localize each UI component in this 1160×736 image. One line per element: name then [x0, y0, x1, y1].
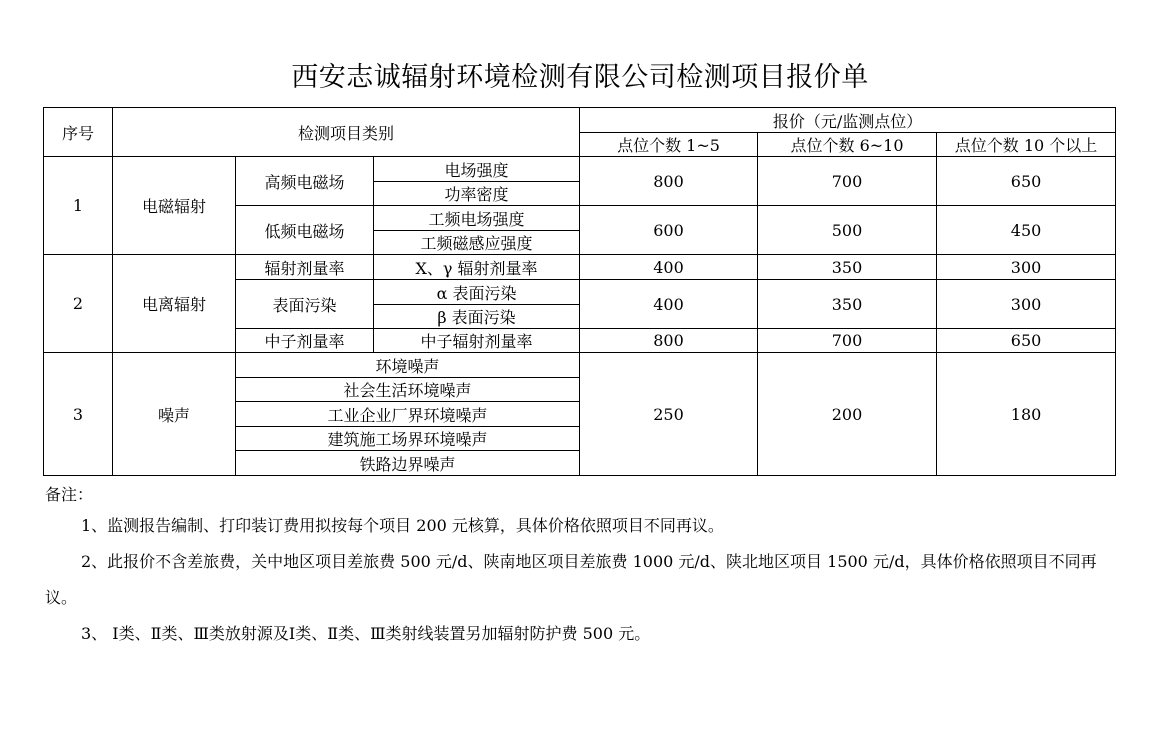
price-cell: 700: [758, 157, 937, 206]
price-cell: 600: [580, 206, 758, 255]
header-price: 报价（元/监测点位）: [580, 108, 1116, 133]
header-tier-1: 点位个数 1~5: [580, 133, 758, 157]
price-cell: 400: [580, 255, 758, 280]
header-category: 检测项目类别: [113, 108, 580, 157]
item-cell: β 表面污染: [374, 305, 580, 329]
seq-cell: 2: [44, 255, 113, 353]
item-cell: 社会生活环境噪声: [236, 378, 580, 402]
notes-label: 备注：: [45, 485, 94, 504]
header-tier-2: 点位个数 6~10: [758, 133, 937, 157]
price-cell: 500: [758, 206, 937, 255]
table-row: [44, 255, 1116, 280]
table-row: [44, 157, 1116, 182]
price-cell: 650: [937, 157, 1116, 206]
item-cell: 功率密度: [374, 182, 580, 206]
price-cell: 350: [758, 255, 937, 280]
item-cell: 工业企业厂界环境噪声: [236, 402, 580, 427]
note-item-3: 3、 Ⅰ类、Ⅱ类、Ⅲ类放射源及Ⅰ类、Ⅱ类、Ⅲ类射线装置另加辐射防护费 500 元。: [81, 624, 651, 643]
price-cell: 250: [580, 353, 758, 476]
item-cell: 建筑施工场界环境噪声: [236, 427, 580, 451]
table-header-row: [44, 108, 1116, 133]
price-table: [43, 107, 1116, 476]
price-cell: 450: [937, 206, 1116, 255]
category-cell: 噪声: [113, 353, 236, 476]
document-title: 西安志诚辐射环境检测有限公司检测项目报价单: [291, 62, 869, 93]
subcategory-cell: 辐射剂量率: [236, 255, 374, 280]
price-cell: 300: [937, 280, 1116, 329]
price-cell: 180: [937, 353, 1116, 476]
item-cell: 工频磁感应强度: [374, 231, 580, 255]
seq-cell: 1: [44, 157, 113, 255]
item-cell: 电场强度: [374, 157, 580, 182]
item-cell: X、γ 辐射剂量率: [374, 255, 580, 280]
notes-section: [45, 482, 1117, 652]
table-row: [44, 353, 1116, 378]
header-seq: 序号: [44, 108, 113, 157]
price-cell: 800: [580, 157, 758, 206]
header-tier-3: 点位个数 10 个以上: [937, 133, 1116, 157]
category-cell: 电磁辐射: [113, 157, 236, 255]
price-cell: 200: [758, 353, 937, 476]
subcategory-cell: 低频电磁场: [236, 206, 374, 255]
category-cell: 电离辐射: [113, 255, 236, 353]
subcategory-cell: 中子剂量率: [236, 329, 374, 353]
subcategory-cell: 高频电磁场: [236, 157, 374, 206]
note-item-2: 2、此报价不含差旅费，关中地区项目差旅费 500 元/d、陕南地区项目差旅费 1000 元/d、陕北地区项目 1500 元/d，具体价格依照项目不同再议。: [45, 552, 1097, 607]
subcategory-cell: 表面污染: [236, 280, 374, 329]
seq-cell: 3: [44, 353, 113, 476]
price-cell: 400: [580, 280, 758, 329]
item-cell: 工频电场强度: [374, 206, 580, 231]
item-cell: α 表面污染: [374, 280, 580, 305]
price-cell: 300: [937, 255, 1116, 280]
price-cell: 650: [937, 329, 1116, 353]
price-cell: 350: [758, 280, 937, 329]
price-cell: 700: [758, 329, 937, 353]
note-item-1: 1、监测报告编制、打印装订费用拟按每个项目 200 元核算，具体价格依照项目不同再议。: [81, 516, 724, 535]
price-cell: 800: [580, 329, 758, 353]
item-cell: 环境噪声: [236, 353, 580, 378]
item-cell: 铁路边界噪声: [236, 451, 580, 476]
item-cell: 中子辐射剂量率: [374, 329, 580, 353]
